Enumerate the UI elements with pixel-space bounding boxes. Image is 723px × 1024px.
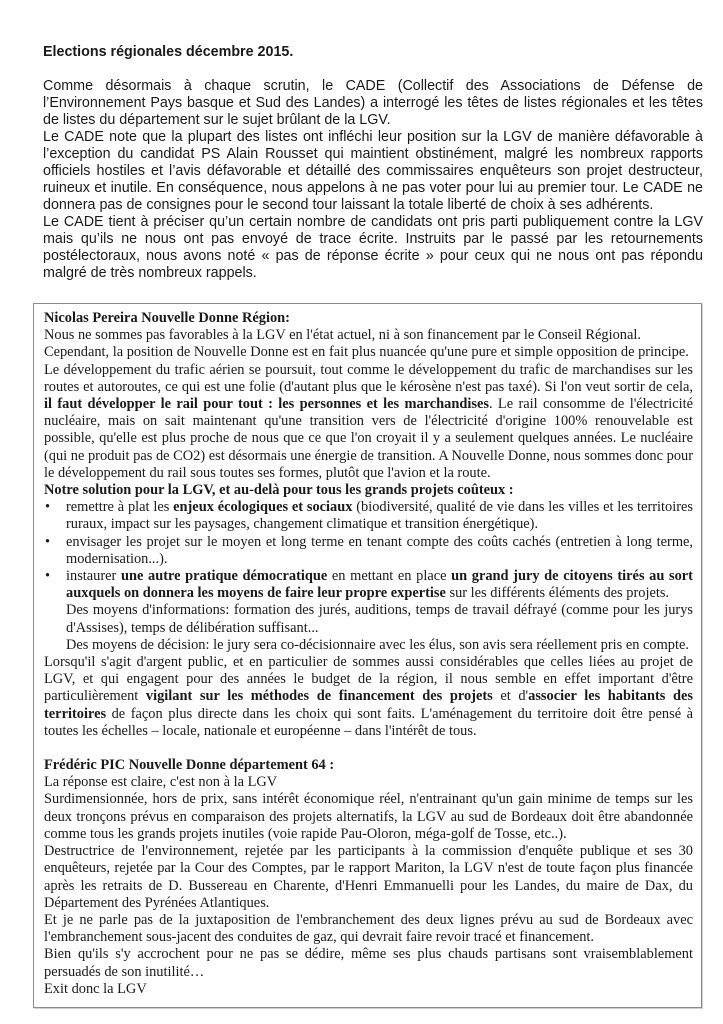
pic-paragraph: La réponse est claire, c'est non à la LGV [44,774,278,791]
bullet-icon: • [45,568,51,585]
emphasis: enjeux écologiques et sociaux [173,499,353,516]
solution-heading: Notre solution pour la LGV, et au-delà pour tous les grands projets coûteux : [44,482,514,499]
emphasis: associer les habitants des territoires [44,688,693,722]
text-run: et d' [492,688,529,705]
list-subparagraph: Des moyens de décision: le jury sera co-décisionnaire avec les élus, son avis sera réellement pris en compte. [66,636,689,653]
text-run: de façon plus directe dans les choix qui sont faits. L'aménagement du territoire doit être pensé à toutes les échelles – locale, nationale et européenne – dans l'intérêt de tous. [44,705,693,739]
intro-paragraph: Le CADE tient à préciser qu’un certain nombre de candidats ont pris parti publiquement contre la LGV mais qu’ils ne nous ont pas envoyé de trace écrite. Instruits par le passé par les retournements postélectoraux, nous avons noté « pas de réponse écrite » pour ceux qui ne nous ont pas répondu malgré de très nombreux rappels. [43,214,703,281]
list-item [44,499,693,533]
intro-paragraph: Comme désormais à chaque scrutin, le CADE (Collectif des Associations de Défense de l’Environnement Pays basque et Sud des Landes) a interrogé les têtes de listes régionales et les têtes de listes du département sur le sujet brûlant de la LGV. [43,78,703,128]
text-run: Le développement du trafic aérien se poursuit, tout comme le développement du trafic de marchandises sur les routes et autoroutes, ce qui est une folie (d'autant plus que le kérosène n'est pas taxé). Si l'on veut sortir de cela, [44,361,693,395]
pereira-paragraph [44,362,693,482]
list-subparagraph: Des moyens d'informations: formation des jurés, auditions, temps de travail défrayé (comme pour les jurys d'Assises), temps de délibération suffisant... [66,602,693,636]
pereira-paragraph: Nous ne sommes pas favorables à la LGV en l'état actuel, ni à son financement par le Conseil Régional. [44,327,641,344]
emphasis: vigilant sur les méthodes de financement des projets [145,688,493,705]
list-item [44,568,693,602]
list-item [44,534,693,568]
pic-paragraph: Bien qu'ils s'y accrochent pour ne pas se dédire, même ses plus chauds partisans sont vraisemblablement persuadés de son inutilité… [44,946,693,980]
pic-paragraph: Destructrice de l'environnement, rejetée par les participants à la commission d'enquête publique et ses 30 enquêteurs, rejetée par la Cour des Comptes, par le rapport Mariton, la LGV n'est de toute façon plus financée après les retraits de D. Bussereau en Charente, d'Henri Emmanuelli pour les Landes, du maire de Dax, du Département des Pyrénées Atlantiques. [44,843,693,911]
pic-paragraph: Surdimensionnée, hors de prix, sans intérêt économique réel, n'entrainant qu'un gain minime de temps sur les deux tronçons prévus en comparaison des projets alternatifs, la LGV au sud de Bordeaux doit être abandonnée comme tous les grands projets inutiles (voie rapide Pau-Oloron, méga-golf de Tosse, etc..). [44,791,693,842]
text-run: (biodiversité, qualité de vie dans les villes et les territoires ruraux, impact sur les paysages, changement climatique et transition énergétique). [66,499,693,533]
pereira-paragraph: Cependant, la position de Nouvelle Donne est en fait plus nuancée qu'une pure et simple opposition de principe. [44,344,689,361]
document-title: Elections régionales décembre 2015. [43,44,294,60]
emphasis: il faut développer le rail pour tout : les personnes et les marchandises [44,396,489,413]
pic-paragraph: Exit donc la LGV [44,980,147,997]
pic-paragraph: Et je ne parle pas de la juxtaposition de l'embranchement des deux lignes prévu au sud de Bordeaux avec l'embranchement sous-jacent des conduites de gaz, qui devrait faire revoir tracé et financement. [44,911,693,946]
text-run: envisager les projet sur le moyen et long terme en tenant compte des coûts cachés (entretien à long terme, modernisation...). [66,533,693,567]
section-spacer [44,740,693,757]
emphasis: une autre pratique démocratique [120,568,328,585]
pereira-paragraph [44,654,693,740]
intro-paragraph: Le CADE note que la plupart des listes ont infléchi leur position sur la LGV de manière défavorable à l’exception du candidat PS Alain Rousset qui maintient obstinément, malgré les nombreux rapports officiels hostiles et l’avis défavorable et détaillé des commissaires enquêteurs son projet destructeur, ruineux et inutile. En conséquence, nous appelons à ne pas voter pour lui au premier tour. Le CADE ne donnera pas de consignes pour le second tour laissant la totale liberté de choix à ses adhérents. [43,129,703,213]
responses-box [33,303,702,1008]
text-run: en mettant en place [327,568,452,585]
text-run: sur les différents éléments des projets. [445,585,670,602]
emphasis: un grand jury de citoyens tirés au sort auxquels on donnera les moyens de faire leur propre expertise [66,568,693,602]
text-run: Lorsqu'il s'agit d'argent public, et en particulier de sommes aussi considérables que celles liées au projet de LGV, et qui engagent pour des années le budget de la région, il nous semble en effet important d'être particulièrement [44,654,693,705]
responses-content [44,310,693,998]
solution-list [44,499,693,602]
text-run: . Le rail consomme de l'électricité nucléaire, mais on sait maintenant qu'une transition vers de l'électricité d'origine 100% renouvelable est possible, qu'elle est plus proche de nous que ce que l'on croyait il y a seulement quelques années. Le nucléaire (qui ne produit pas de CO2) est désormais une énergie de transition. A Nouvelle Donne, nous sommes donc pour le développement du rail sous toutes ses formes, plutôt que l'avion et la route. [44,396,693,481]
pereira-heading: Nicolas Pereira Nouvelle Donne Région: [44,310,290,326]
text-run: instaurer [66,568,121,585]
bullet-icon: • [45,533,51,550]
bullet-icon: • [45,499,51,516]
intro-section [43,44,703,282]
pic-heading: Frédéric PIC Nouvelle Donne département 64 : [44,757,335,774]
text-run: remettre à plat les [66,499,174,516]
